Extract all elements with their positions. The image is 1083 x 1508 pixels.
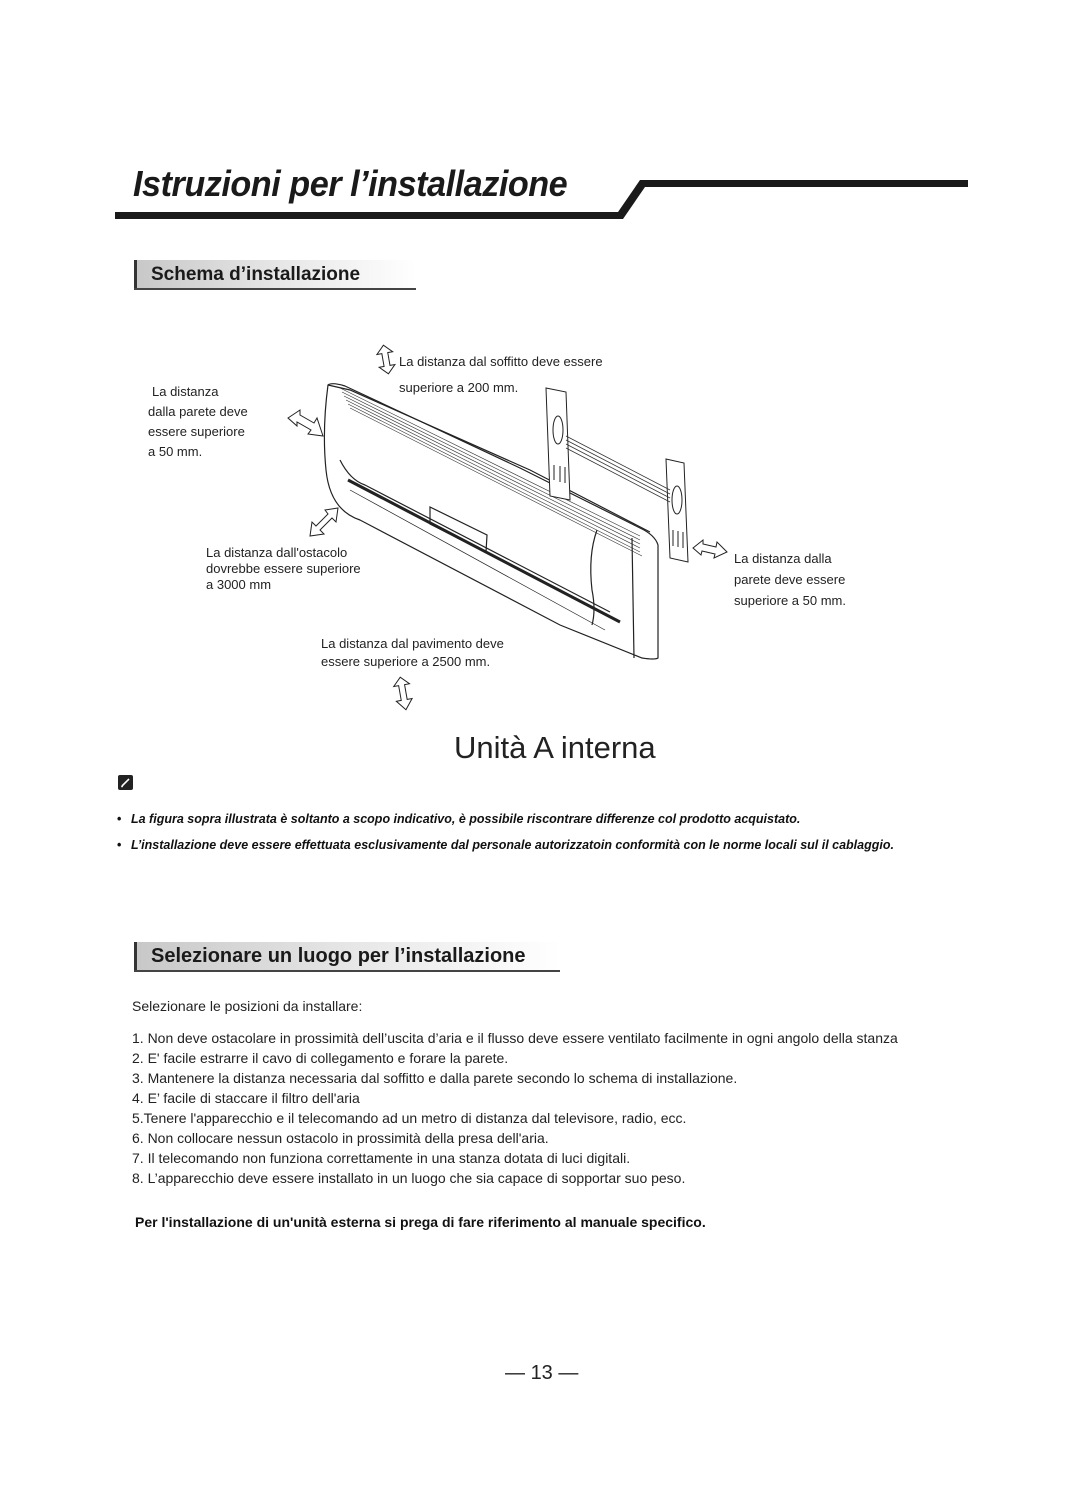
floor-clearance-arrow-icon bbox=[392, 676, 413, 711]
label-left-wall-clearance bbox=[148, 382, 248, 462]
list-item: 8. L’apparecchio deve essere installato in un luogo che sia capace di sopportar suo peso. bbox=[132, 1170, 686, 1186]
list-item: 7. Il telecomando non funziona correttamente in una stanza dotata di luci digitali. bbox=[132, 1150, 631, 1166]
notes-list bbox=[117, 806, 977, 858]
note-item: • La figura sopra illustrata è soltanto a scopo indicativo, è possibile riscontrare differenze col prodotto acquistato. bbox=[117, 806, 977, 832]
outdoor-unit-note: Per l'installazione di un'unità esterna si prega di fare riferimento al manuale specifico. bbox=[135, 1214, 706, 1230]
mounting-plate-right bbox=[666, 459, 688, 562]
list-item: 5.Tenere l'apparecchio e il telecomando ad un metro di distanza dal televisore, radio, ecc. bbox=[132, 1110, 687, 1126]
label-line: La distanza bbox=[152, 384, 219, 399]
obstacle-clearance-arrow-icon bbox=[310, 508, 338, 536]
page-number-value: 13 bbox=[530, 1362, 553, 1384]
ceiling-clearance-arrow-icon bbox=[376, 344, 397, 375]
section-heading: Selezionare un luogo per l’installazione bbox=[151, 945, 526, 967]
label-line: superiore a 200 mm. bbox=[399, 380, 519, 395]
dash-right: — bbox=[558, 1362, 579, 1384]
list-item: 2. E' facile estrarre il cavo di collegamento e forare la parete. bbox=[132, 1050, 509, 1066]
page-title: Istruzioni per l’installazione bbox=[133, 163, 568, 204]
label-floor-clearance bbox=[321, 635, 504, 671]
label-line: dovrebbe essere superiore bbox=[206, 561, 361, 576]
label-right-wall-clearance bbox=[734, 548, 846, 611]
label-ceiling-clearance bbox=[399, 349, 603, 401]
list-item: 6. Non collocare nessun ostacolo in prossimità della presa dell'aria. bbox=[132, 1130, 549, 1146]
left-wall-clearance-arrow-icon bbox=[288, 410, 323, 436]
list-item: 1. Non deve ostacolare in prossimità dell’uscita d’aria e il flusso deve essere ventilato facilmente in ogni angolo della stanza bbox=[132, 1030, 898, 1046]
list-item: 4. E’ facile di staccare il filtro dell'aria bbox=[132, 1090, 360, 1106]
label-line: La distanza dal soffitto deve essere bbox=[399, 354, 603, 369]
label-line: essere superiore a 2500 mm. bbox=[321, 654, 491, 669]
label-line: La distanza dalla bbox=[734, 551, 832, 566]
label-line: La distanza dall'ostacolo bbox=[206, 545, 348, 560]
label-line: essere superiore bbox=[148, 424, 245, 439]
list-item: 3. Mantenere la distanza necessaria dal soffitto e dalla parete secondo lo schema di installazione. bbox=[132, 1070, 738, 1086]
location-requirements-list bbox=[132, 1028, 962, 1188]
dash-left: — bbox=[505, 1362, 525, 1384]
diagram-caption: Unità A interna bbox=[454, 730, 656, 765]
pencil-note-icon bbox=[118, 775, 133, 790]
note-item: • L’installazione deve essere effettuata esclusivamente dal personale autorizzatoin conformità con le norme locali sul il cablaggio. bbox=[117, 832, 977, 858]
label-line: dalla parete deve bbox=[148, 404, 248, 419]
section-header-location bbox=[134, 942, 560, 972]
label-obstacle-clearance bbox=[206, 545, 361, 593]
label-line: a 3000 mm bbox=[206, 577, 272, 592]
label-line: La distanza dal pavimento deve bbox=[321, 636, 504, 651]
page-number bbox=[505, 1362, 578, 1385]
mounting-rail bbox=[566, 436, 670, 502]
indoor-unit-body bbox=[324, 384, 658, 659]
location-intro: Selezionare le posizioni da installare: bbox=[132, 998, 363, 1014]
label-line: superiore a 50 mm. bbox=[734, 593, 846, 608]
section-heading: Schema d’installazione bbox=[151, 264, 361, 285]
right-wall-clearance-arrow-icon bbox=[693, 540, 727, 558]
label-line: a 50 mm. bbox=[148, 444, 203, 459]
label-line: parete deve essere bbox=[734, 572, 846, 587]
section-header-schema bbox=[134, 260, 416, 290]
